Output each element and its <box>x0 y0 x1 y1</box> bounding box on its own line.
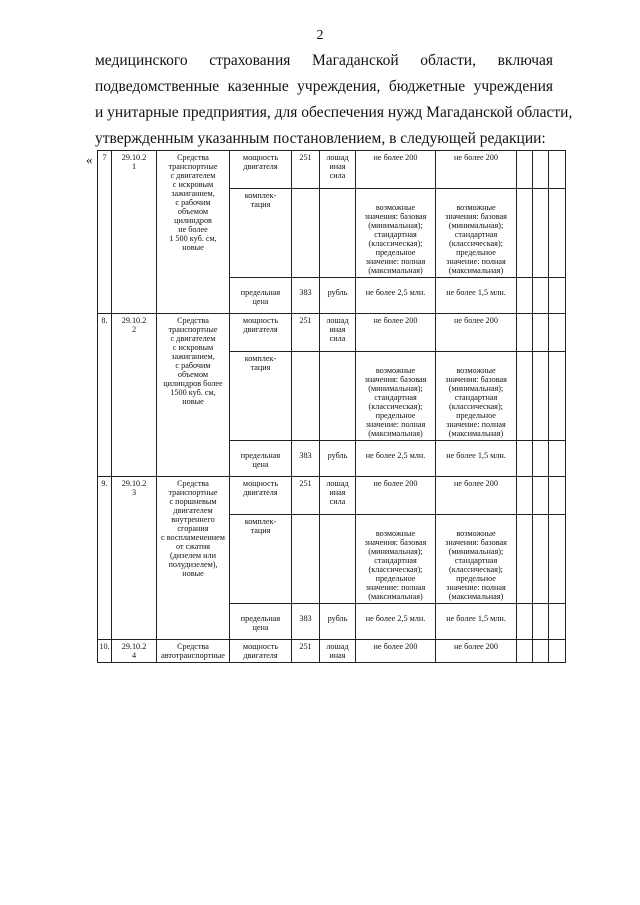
okpd-code: 29.10.2 4 <box>112 640 157 663</box>
value-senior: не более 200 <box>356 314 436 352</box>
unit-name: лошад иная <box>320 640 356 663</box>
value-other: возможные значения: базовая (минимальная); стандартная (классическая); предельное значение: полная (максимальная) <box>436 189 517 278</box>
empty-cell <box>517 314 533 352</box>
table-row <box>98 640 566 663</box>
empty-cell <box>517 441 533 477</box>
empty-cell <box>549 477 566 515</box>
item-name: Средства автотранспортные <box>157 640 230 663</box>
okpd-code: 29.10.2 2 <box>112 314 157 477</box>
okpd-code: 29.10.2 3 <box>112 477 157 640</box>
table-row <box>98 477 566 515</box>
opening-quote: « <box>86 152 93 167</box>
empty-cell <box>533 314 549 352</box>
empty-cell <box>533 441 549 477</box>
empty-cell <box>549 604 566 640</box>
empty-cell <box>549 640 566 663</box>
value-other: не более 1,5 млн. <box>436 278 517 314</box>
characteristic-name: комплек- тация <box>230 515 292 604</box>
unit-name <box>320 515 356 604</box>
vehicle-spec-table <box>97 150 566 663</box>
empty-cell <box>549 352 566 441</box>
unit-code: 251 <box>292 151 320 189</box>
okpd-code: 29.10.2 1 <box>112 151 157 314</box>
empty-cell <box>533 604 549 640</box>
intro-line: утвержденным указанным постановлением, в следующей редакции: <box>95 130 546 147</box>
value-other: не более 200 <box>436 640 517 663</box>
empty-cell <box>533 278 549 314</box>
characteristic-name: предельная цена <box>230 278 292 314</box>
unit-code: 383 <box>292 278 320 314</box>
unit-name: рубль <box>320 604 356 640</box>
unit-code: 383 <box>292 441 320 477</box>
characteristic-name: мощность двигателя <box>230 151 292 189</box>
empty-cell <box>517 352 533 441</box>
empty-cell <box>517 604 533 640</box>
unit-code: 383 <box>292 604 320 640</box>
empty-cell <box>549 441 566 477</box>
page-number: 2 <box>316 28 324 43</box>
empty-cell <box>549 314 566 352</box>
value-senior: возможные значения: базовая (минимальная); стандартная (классическая); предельное значение: полная (максимальная) <box>356 189 436 278</box>
unit-code <box>292 515 320 604</box>
empty-cell <box>517 640 533 663</box>
unit-name: лошад иная сила <box>320 314 356 352</box>
characteristic-name: комплек- тация <box>230 189 292 278</box>
characteristic-name: мощность двигателя <box>230 477 292 515</box>
value-other: не более 200 <box>436 314 517 352</box>
unit-name: лошад иная сила <box>320 151 356 189</box>
unit-name <box>320 352 356 441</box>
empty-cell <box>549 151 566 189</box>
value-senior: не более 200 <box>356 477 436 515</box>
unit-code <box>292 352 320 441</box>
empty-cell <box>517 477 533 515</box>
characteristic-name: мощность двигателя <box>230 314 292 352</box>
item-name: Средства транспортные с двигателем с искровым зажиганием, с рабочим объемом цилиндров не более 1 500 куб. см, новые <box>157 151 230 314</box>
empty-cell <box>517 278 533 314</box>
value-senior: не более 200 <box>356 151 436 189</box>
empty-cell <box>549 189 566 278</box>
unit-name: лошад иная сила <box>320 477 356 515</box>
value-senior: не более 200 <box>356 640 436 663</box>
value-other: не более 1,5 млн. <box>436 441 517 477</box>
value-senior: возможные значения: базовая (минимальная); стандартная (классическая); предельное значение: полная (максимальная) <box>356 352 436 441</box>
empty-cell <box>533 640 549 663</box>
characteristic-name: мощность двигателя <box>230 640 292 663</box>
empty-cell <box>517 515 533 604</box>
value-senior: не более 2,5 млн. <box>356 278 436 314</box>
empty-cell <box>549 278 566 314</box>
empty-cell <box>533 189 549 278</box>
row-number: 7 <box>98 151 112 314</box>
empty-cell <box>549 515 566 604</box>
empty-cell <box>533 352 549 441</box>
empty-cell <box>533 477 549 515</box>
value-senior: возможные значения: базовая (минимальная); стандартная (классическая); предельное значение: полная (максимальная) <box>356 515 436 604</box>
unit-name: рубль <box>320 441 356 477</box>
intro-line: и унитарные предприятия, для обеспечения нужд Магаданской области, <box>95 104 573 121</box>
value-other: возможные значения: базовая (минимальная); стандартная (классическая); предельное значение: полная (максимальная) <box>436 515 517 604</box>
empty-cell <box>517 151 533 189</box>
intro-line: медицинского страхования Магаданской области, включая <box>95 52 553 69</box>
value-other: не более 200 <box>436 151 517 189</box>
empty-cell <box>533 515 549 604</box>
item-name: Средства транспортные с поршневым двигателем внутреннего сгорания с воспламенением от сжатия (дизелем или полудизелем), новые <box>157 477 230 640</box>
table-row <box>98 314 566 352</box>
empty-cell <box>533 151 549 189</box>
unit-name: рубль <box>320 278 356 314</box>
intro-paragraph <box>95 48 573 152</box>
value-other: возможные значения: базовая (минимальная); стандартная (классическая); предельное значение: полная (максимальная) <box>436 352 517 441</box>
value-other: не более 1,5 млн. <box>436 604 517 640</box>
unit-code: 251 <box>292 477 320 515</box>
characteristic-name: комплек- тация <box>230 352 292 441</box>
characteristic-name: предельная цена <box>230 604 292 640</box>
row-number: 9. <box>98 477 112 640</box>
row-number: 8. <box>98 314 112 477</box>
table-row <box>98 151 566 189</box>
empty-cell <box>517 189 533 278</box>
value-senior: не более 2,5 млн. <box>356 441 436 477</box>
unit-code: 251 <box>292 640 320 663</box>
characteristic-name: предельная цена <box>230 441 292 477</box>
unit-code <box>292 189 320 278</box>
value-other: не более 200 <box>436 477 517 515</box>
unit-code: 251 <box>292 314 320 352</box>
item-name: Средства транспортные с двигателем с искровым зажиганием, с рабочим объемом цилиндров более 1500 куб. см, новые <box>157 314 230 477</box>
row-number: 10. <box>98 640 112 663</box>
value-senior: не более 2,5 млн. <box>356 604 436 640</box>
intro-line: подведомственные казенные учреждения, бюджетные учреждения <box>95 78 553 95</box>
unit-name <box>320 189 356 278</box>
